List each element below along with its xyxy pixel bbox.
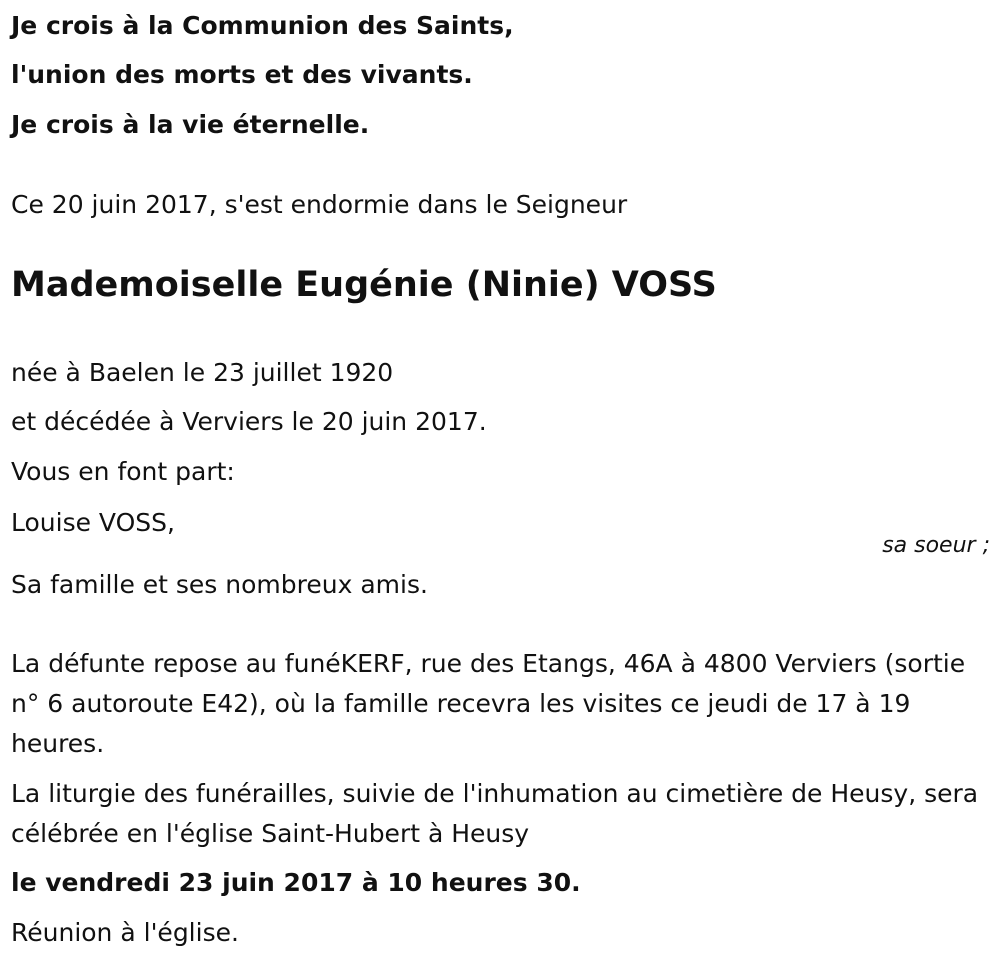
announcement-text: Vous en font part: [11, 457, 235, 486]
creed-line-3: Je crois à la vie éternelle. [11, 110, 370, 139]
family-others: Sa famille et ses nombreux amis. [11, 570, 428, 599]
funeral-date-time: le vendredi 23 juin 2017 à 10 heures 30. [11, 868, 581, 897]
creed-line-1: Je crois à la Communion des Saints, [11, 11, 514, 40]
family-member-relation: sa soeur ; [882, 533, 990, 558]
meeting-text: Réunion à l'église. [11, 918, 239, 947]
intro-text: Ce 20 juin 2017, s'est endormie dans le Seigneur [11, 190, 628, 219]
death-text: et décédée à Verviers le 20 juin 2017. [11, 407, 487, 436]
funeral-description: La liturgie des funérailles, suivie de l'inhumation au cimetière de Heusy, sera célébrée en l'église Saint-Hubert à Heusy [11, 779, 979, 848]
birth-text: née à Baelen le 23 juillet 1920 [11, 358, 394, 387]
deceased-name: Mademoiselle Eugénie (Ninie) VOSS [11, 265, 717, 305]
creed-line-2: l'union des morts et des vivants. [11, 60, 473, 89]
family-member-name: Louise VOSS, [11, 508, 175, 537]
visitation-paragraph: La défunte repose au funéKERF, rue des Etangs, 46A à 4800 Verviers (sortie n° 6 autoroute E42), où la famille recevra les visites ce jeudi de 17 à 19 heures. [11, 649, 966, 758]
